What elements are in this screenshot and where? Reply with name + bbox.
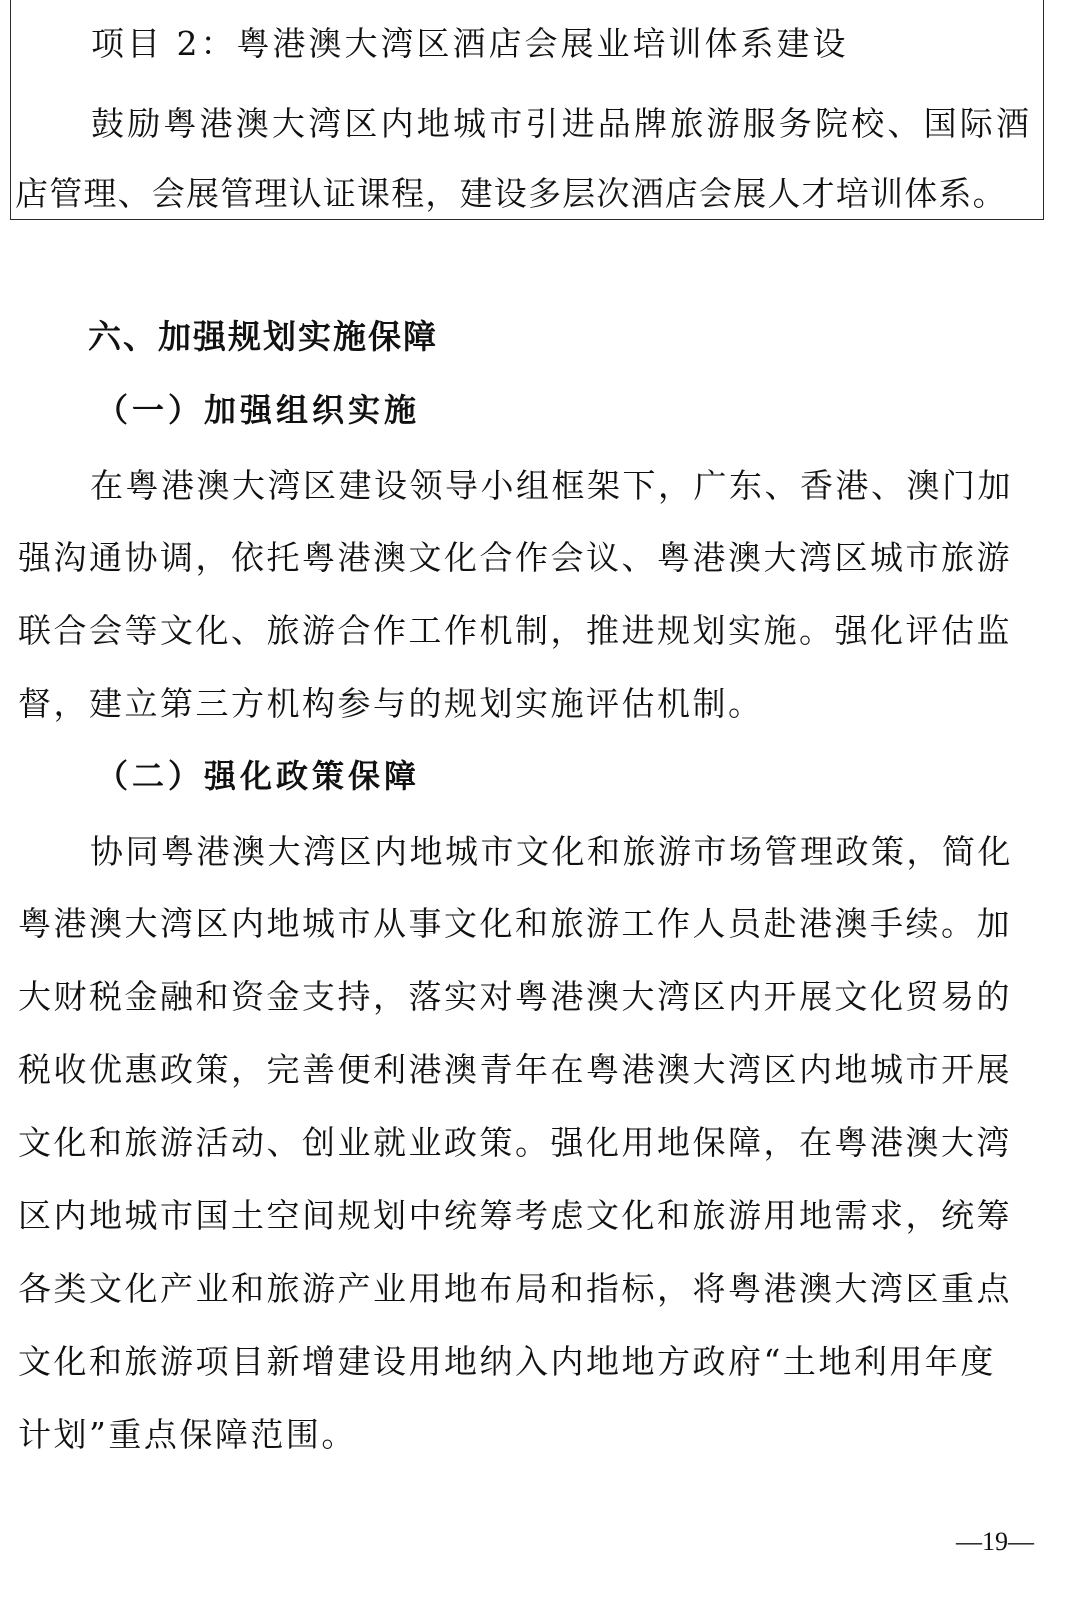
paragraph-line: 区内地城市国土空间规划中统筹考虑文化和旅游用地需求，统筹: [18, 1196, 1012, 1235]
paragraph-line: 计划”重点保障范围。: [18, 1415, 357, 1454]
page-number: —19—: [956, 1527, 1034, 1556]
project-box: [10, 0, 1044, 220]
project-text-line: 鼓励粤港澳大湾区内地城市引进品牌旅游服务院校、国际酒: [91, 104, 1033, 143]
paragraph-line: 督，建立第三方机构参与的规划实施评估机制。: [18, 684, 764, 723]
paragraph-line: 各类文化产业和旅游产业用地布局和指标，将粤港澳大湾区重点: [18, 1269, 1012, 1308]
paragraph-line: 文化和旅游活动、创业就业政策。强化用地保障，在粤港澳大湾: [18, 1123, 1012, 1162]
paragraph-line: 协同粤港澳大湾区内地城市文化和旅游市场管理政策，简化: [90, 832, 1013, 871]
paragraph-line: 强沟通协调，依托粤港澳文化合作会议、粤港澳大湾区城市旅游: [18, 538, 1012, 577]
paragraph-line: 文化和旅游项目新增建设用地纳入内地地方政府“土地利用年度: [18, 1342, 996, 1381]
subsection-heading-1: （一）加强组织实施: [96, 391, 421, 429]
subsection-heading-2: （二）强化政策保障: [96, 757, 421, 795]
project-text-line: 店管理、会展管理认证课程，建设多层次酒店会展人才培训体系。: [15, 174, 1007, 213]
paragraph-line: 粤港澳大湾区内地城市从事文化和旅游工作人员赴港澳手续。加: [18, 904, 1012, 943]
paragraph-line: 在粤港澳大湾区建设领导小组框架下，广东、香港、澳门加: [90, 466, 1013, 505]
paragraph-line: 联合会等文化、旅游合作工作机制，推进规划实施。强化评估监: [18, 611, 1012, 650]
section-heading: 六、加强规划实施保障: [88, 317, 438, 356]
project-title: 项目 2：粤港澳大湾区酒店会展业培训体系建设: [91, 24, 849, 63]
paragraph-line: 税收优惠政策，完善便利港澳青年在粤港澳大湾区内地城市开展: [18, 1050, 1012, 1089]
paragraph-line: 大财税金融和资金支持，落实对粤港澳大湾区内开展文化贸易的: [18, 977, 1012, 1016]
